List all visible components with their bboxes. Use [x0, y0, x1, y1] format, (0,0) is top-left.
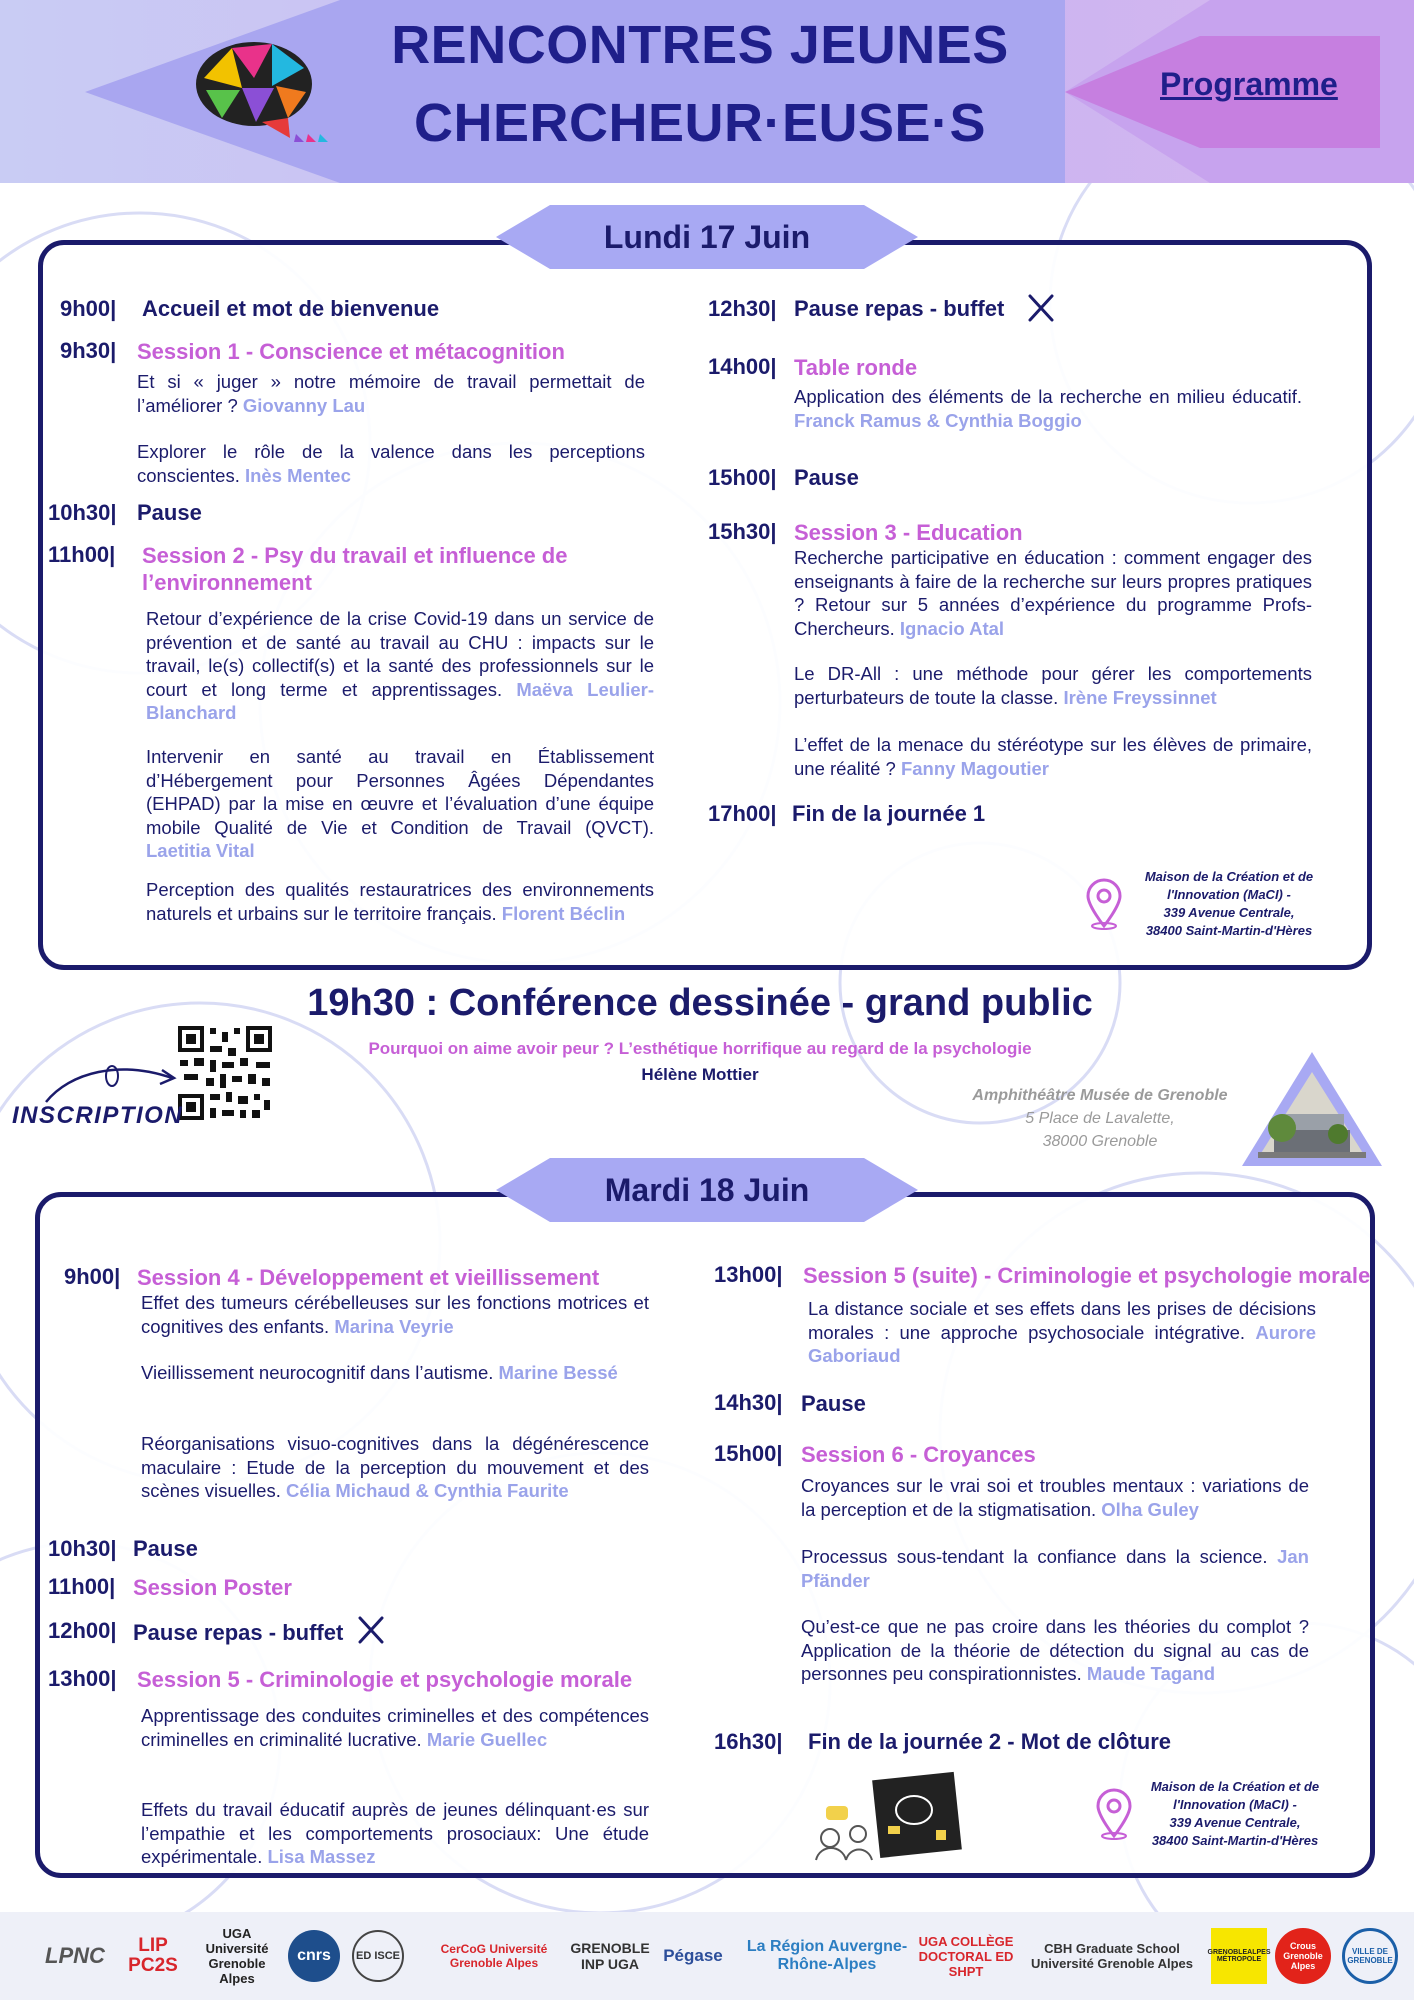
programme-link[interactable]: Programme	[1160, 66, 1338, 102]
title-line-2: CHERCHEUR·EUSE·S	[413, 93, 987, 153]
talk: Croyances sur le vrai soi et troubles mentaux : variations de la perception et de la stigmatisation. Olha Guley	[801, 1475, 1309, 1520]
time-0930: 9h30|	[60, 338, 117, 363]
talk: Explorer le rôle de la valence dans les perceptions conscientes. Inès Mentec	[137, 441, 645, 486]
logo-pegase: Pégase	[663, 1946, 723, 1965]
logo-lip-pc2s: LIP PC2S	[128, 1935, 178, 1976]
time-1100: 11h00|	[48, 1574, 116, 1599]
logo-uga: UGA Université Grenoble Alpes	[205, 1926, 269, 1986]
pause-title: Pause	[801, 1391, 866, 1416]
talk: L’effet de la menace du stéréotype sur les élèves de primaire, une réalité ? Fanny Magoutier	[794, 734, 1312, 779]
arrow-icon	[40, 1052, 180, 1106]
talk: Intervenir en santé au travail en Établissement d’Hébergement pour Personnes Âgées Dépendantes (EHPAD) par la mise en œuvre et l’évaluation d’une équipe mobile Qualité de Vie et Condition de Travail (QVCT). Laetitia Vital	[146, 746, 654, 861]
session-2-title: Session 2 - Psy du travail et influence de l’environnement	[142, 543, 568, 595]
talk: Qu’est-ce que ne pas croire dans les théories du complot ? Application de la théorie de détection du signal au cas de personnes peu conspirationnistes. Maude Tagand	[801, 1616, 1309, 1684]
talk: Retour d’expérience de la crise Covid-19 dans un service de prévention et de santé au travail au CHU : impacts sur le travail, le(s) collectif(s) et la santé des professionnels sur le court et long terme et apprentissages. Maëva Leulier-Blanchard	[146, 608, 654, 723]
illustration	[806, 1770, 966, 1862]
fork-knife-icon	[1026, 292, 1056, 324]
time-1500: 15h00|	[714, 1441, 783, 1466]
session-poster-title: Session Poster	[133, 1575, 292, 1600]
time-0900: 9h00|	[64, 1264, 121, 1289]
time-1430: 14h30|	[714, 1390, 783, 1415]
time-1030: 10h30|	[48, 500, 117, 525]
time-1530: 15h30|	[708, 519, 777, 544]
qr-code-icon[interactable]	[176, 1024, 274, 1122]
session-5-suite-title: Session 5 (suite) - Criminologie et psychologie morale	[803, 1263, 1371, 1288]
museum-photo	[1240, 1050, 1384, 1168]
end-day2-title: Fin de la journée 2 - Mot de clôture	[808, 1729, 1172, 1754]
session-3-title: Session 3 - Education	[794, 520, 1023, 545]
time-1030: 10h30|	[48, 1536, 117, 1561]
fork-knife-icon	[356, 1614, 386, 1646]
title-line-1: RENCONTRES JEUNES	[391, 15, 1009, 75]
logo-cercog: CerCoG Université Grenoble Alpes	[440, 1942, 548, 1970]
conference-title: 19h30 : Conférence dessinée - grand public	[307, 982, 1093, 1024]
talk: Réorganisations visuo-cognitives dans la dégénérescence maculaire : Etude de la perception du mouvement et des scènes visuelles. Célia Michaud & Cynthia Faurite	[141, 1433, 649, 1501]
pause-title: Pause	[137, 500, 202, 525]
lunch-title: Pause repas - buffet	[133, 1620, 344, 1645]
talk: Effet des tumeurs cérébelleuses sur les fonctions motrices et cognitives des enfants. Marina Veyrie	[141, 1292, 649, 1337]
logo-lpnc: LPNC	[45, 1943, 105, 1968]
conference-speaker: Hélène Mottier	[641, 1065, 759, 1084]
day1-location: Maison de la Création et de l'Innovation (MaCI) - 339 Avenue Centrale, 38400 Saint-Martin-d'Hères	[1144, 869, 1314, 938]
header	[0, 0, 1414, 183]
lunch-title: Pause repas - buffet	[794, 296, 1005, 321]
time-1300: 13h00|	[714, 1262, 783, 1287]
session-6-title: Session 6 - Croyances	[801, 1442, 1036, 1467]
logo-grenoble-inp: GRENOBLE INP UGA	[570, 1940, 650, 1972]
location-pin-icon	[1082, 876, 1126, 930]
logo-cnrs: cnrs	[286, 1912, 342, 2000]
time-1200: 12h00|	[48, 1618, 117, 1643]
inscription-label[interactable]: INSCRIPTION	[12, 1102, 184, 1129]
welcome-title: Accueil et mot de bienvenue	[142, 296, 440, 321]
session-1-title: Session 1 - Conscience et métacognition	[137, 339, 565, 364]
time-1230: 12h30|	[708, 296, 777, 321]
day2-location: Maison de la Création et de l'Innovation (MaCI) - 339 Avenue Centrale, 38400 Saint-Martin-d'Hères	[1150, 1779, 1320, 1848]
logo-region: La Région Auvergne-Rhône-Alpes	[746, 1938, 908, 1973]
talk: Perception des qualités restauratrices des environnements naturels et urbains sur le territoire français. Florent Béclin	[146, 879, 654, 924]
talk: Effets du travail éducatif auprès de jeunes délinquant·es sur l’empathie et les comportements prosociaux: Une étude expérimentale. Lisa Massez	[141, 1799, 649, 1867]
table-ronde-title: Table ronde	[794, 355, 918, 380]
talk: Apprentissage des conduites criminelles et des compétences criminelles en criminalité lucrative. Marie Guellec	[141, 1705, 649, 1750]
footer-logos	[0, 1912, 1414, 2000]
conference-subtitle: Pourquoi on aime avoir peur ? L’esthétique horrifique au regard de la psychologie	[368, 1039, 1032, 1058]
talk: Vieillissement neurocognitif dans l’autisme. Marine Bessé	[141, 1362, 618, 1383]
logo-cbh: CBH Graduate School Université Grenoble Alpes	[1030, 1941, 1194, 1971]
time-1700: 17h00|	[708, 801, 777, 826]
logo-ville-grenoble: VILLE DE GRENOBLE	[1340, 1912, 1400, 2000]
session-5-title: Session 5 - Criminologie et psychologie morale	[137, 1667, 633, 1692]
time-1100: 11h00|	[48, 542, 116, 567]
time-0900: 9h00|	[60, 296, 117, 321]
day2-label: Mardi 18 Juin	[496, 1158, 918, 1222]
talk: Le DR-All : une méthode pour gérer les comportements perturbateurs de toute la classe. Irène Freyssinnet	[794, 663, 1312, 708]
talk: Processus sous-tendant la confiance dans la science. Jan Pfänder	[801, 1546, 1309, 1591]
talk: Application des éléments de la recherche en milieu éducatif. Franck Ramus & Cynthia Boggio	[794, 386, 1302, 431]
pause-title: Pause	[794, 465, 859, 490]
talk: Et si « juger » notre mémoire de travail permettait de l’améliorer ? Giovanny Lau	[137, 371, 645, 416]
day1-label: Lundi 17 Juin	[496, 205, 918, 269]
time-1630: 16h30|	[714, 1729, 783, 1754]
session-4-title: Session 4 - Développement et vieillissement	[137, 1265, 600, 1290]
logo-metropole: GRENOBLEALPES MÉTROPOLE	[1210, 1912, 1268, 2000]
logo-ed-isce: ED ISCE	[350, 1912, 406, 2000]
pause-title: Pause	[133, 1536, 198, 1561]
talk: Recherche participative en éducation : comment engager des enseignants à faire de la recherche sur leurs propres pratiques ? Retour sur 5 années d’expérience du programme Profs-Chercheurs. Ignacio Atal	[794, 547, 1312, 639]
logo-crous: Crous Grenoble Alpes	[1274, 1912, 1332, 2000]
end-day1-title: Fin de la journée 1	[792, 801, 986, 826]
time-1500: 15h00|	[708, 465, 777, 490]
time-1300: 13h00|	[48, 1666, 117, 1691]
logo-ed-shpt: UGA COLLÈGE DOCTORAL ED SHPT	[918, 1933, 1014, 1979]
time-1400: 14h00|	[708, 354, 777, 379]
conference-place: Amphithéâtre Musée de Grenoble 5 Place de Lavalette, 38000 Grenoble	[972, 1087, 1228, 1150]
talk: La distance sociale et ses effets dans les prises de décisions morales : une approche psychosociale intégrative. Aurore Gaboriaud	[808, 1298, 1316, 1366]
